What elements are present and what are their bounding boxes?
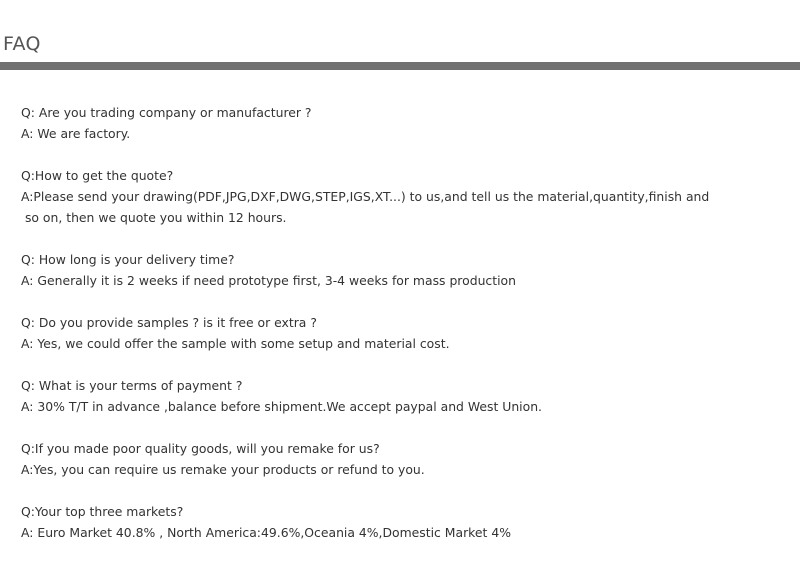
faq-item: [21, 165, 781, 228]
faq-question: Q: Are you trading company or manufacturer ?: [21, 105, 312, 120]
faq-list: [21, 102, 781, 564]
faq-answer: A:Yes, you can require us remake your products or refund to you.: [21, 462, 425, 477]
faq-question: Q: What is your terms of payment ?: [21, 378, 243, 393]
header-divider-bar: [0, 62, 800, 70]
faq-item: [21, 375, 781, 417]
faq-item: [21, 102, 781, 144]
faq-item: [21, 501, 781, 543]
faq-item: [21, 249, 781, 291]
faq-item: [21, 312, 781, 354]
faq-item: [21, 438, 781, 480]
faq-answer: A: Generally it is 2 weeks if need prototype first, 3-4 weeks for mass production: [21, 273, 516, 288]
faq-header: [0, 0, 800, 70]
faq-question: Q:How to get the quote?: [21, 168, 174, 183]
faq-answer: A: Euro Market 40.8% , North America:49.6%,Oceania 4%,Domestic Market 4%: [21, 525, 511, 540]
faq-question: Q:If you made poor quality goods, will you remake for us?: [21, 441, 380, 456]
faq-answer: A: 30% T/T in advance ,balance before shipment.We accept paypal and West Union.: [21, 399, 542, 414]
faq-question: Q: Do you provide samples ? is it free or extra ?: [21, 315, 317, 330]
faq-answer: A: We are factory.: [21, 126, 131, 141]
faq-question: Q: How long is your delivery time?: [21, 252, 235, 267]
faq-answer-continued: so on, then we quote you within 12 hours.: [21, 210, 287, 225]
faq-answer: A:Please send your drawing(PDF,JPG,DXF,DWG,STEP,IGS,XT...) to us,and tell us the material,quantity,finish and: [21, 189, 710, 204]
faq-question: Q:Your top three markets?: [21, 504, 184, 519]
faq-answer: A: Yes, we could offer the sample with some setup and material cost.: [21, 336, 450, 351]
page-title: FAQ: [3, 33, 41, 55]
